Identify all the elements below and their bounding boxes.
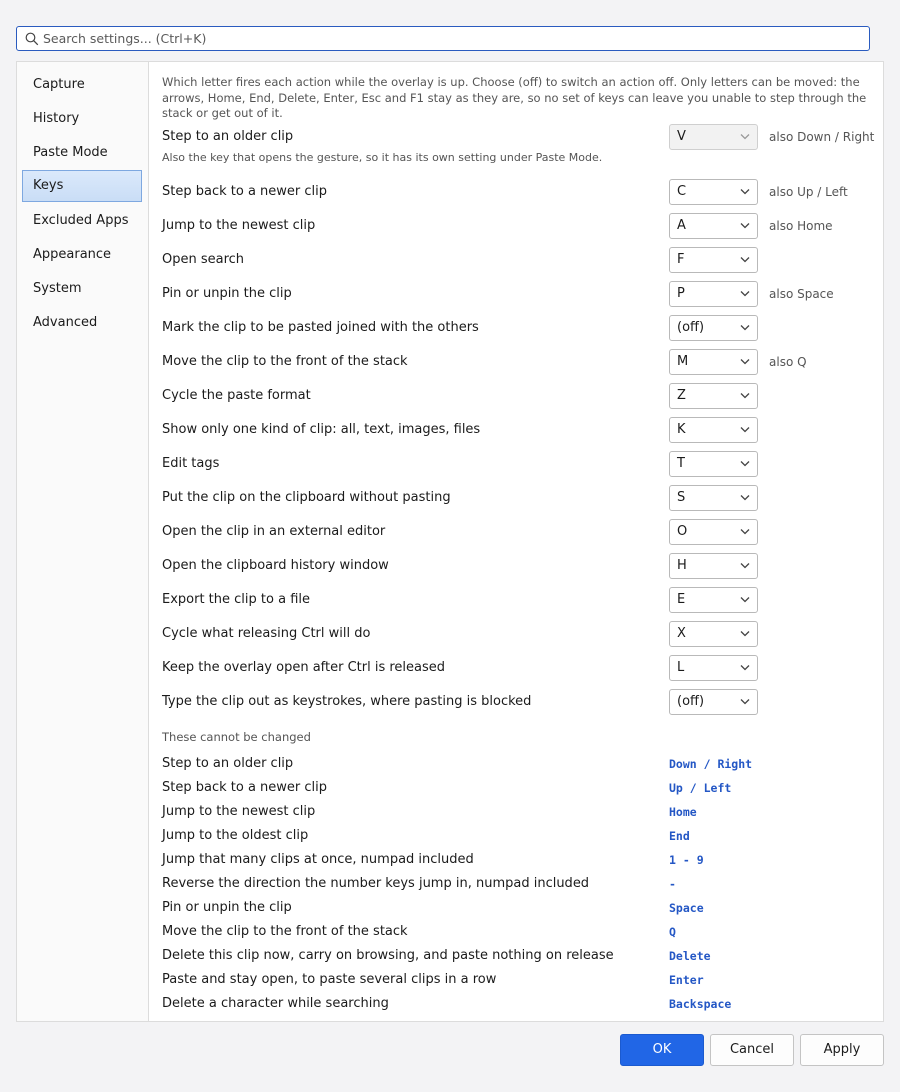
key-select[interactable] xyxy=(669,553,758,579)
search-icon xyxy=(25,32,39,46)
chevron-down-icon xyxy=(740,494,750,501)
fixed-key-label: Step to an older clip xyxy=(162,756,294,771)
fixed-key-value: End xyxy=(669,829,690,843)
key-select[interactable] xyxy=(669,349,758,375)
key-row-label: Jump to the newest clip xyxy=(162,218,316,233)
key-select[interactable] xyxy=(669,124,758,150)
sidebar-item-excluded-apps[interactable]: Excluded Apps xyxy=(33,213,129,228)
key-select[interactable] xyxy=(669,485,758,511)
key-select-value: Z xyxy=(677,388,686,403)
chevron-down-icon xyxy=(740,460,750,467)
fixed-key-label: Jump that many clips at once, numpad included xyxy=(162,852,474,867)
key-row-label: Put the clip on the clipboard without pasting xyxy=(162,490,451,505)
chevron-down-icon xyxy=(740,290,750,297)
apply-button[interactable]: Apply xyxy=(800,1034,884,1066)
fixed-key-value: - xyxy=(669,877,676,891)
fixed-key-label: Delete this clip now, carry on browsing, and paste nothing on release xyxy=(162,948,614,963)
key-select-value: L xyxy=(677,660,685,675)
key-select[interactable] xyxy=(669,383,758,409)
key-row-label: Cycle what releasing Ctrl will do xyxy=(162,626,371,641)
key-select[interactable] xyxy=(669,315,758,341)
search-input[interactable]: Search settings... (Ctrl+K) xyxy=(43,31,207,46)
key-row-label: Edit tags xyxy=(162,456,220,471)
fixed-key-label: Delete a character while searching xyxy=(162,996,389,1011)
also-key-hint: also Q xyxy=(769,355,807,369)
fixed-key-value: Down / Right xyxy=(669,757,753,771)
sidebar-item-advanced[interactable]: Advanced xyxy=(33,315,98,330)
chevron-down-icon xyxy=(740,392,750,399)
key-select[interactable] xyxy=(669,281,758,307)
fixed-key-label: Jump to the oldest clip xyxy=(162,828,309,843)
key-select-value: O xyxy=(677,524,688,539)
key-row-label: Step back to a newer clip xyxy=(162,184,328,199)
settings-panel xyxy=(16,61,884,1022)
key-select[interactable] xyxy=(669,179,758,205)
key-select[interactable] xyxy=(669,655,758,681)
chevron-down-icon xyxy=(740,133,750,140)
key-row-label: Show only one kind of clip: all, text, images, files xyxy=(162,422,481,437)
cancel-button[interactable]: Cancel xyxy=(710,1034,794,1066)
chevron-down-icon xyxy=(740,426,750,433)
fixed-key-value: Home xyxy=(669,805,697,819)
fixed-key-value: Space xyxy=(669,901,704,915)
chevron-down-icon xyxy=(740,630,750,637)
chevron-down-icon xyxy=(740,528,750,535)
also-key-hint: also Down / Right xyxy=(769,130,875,144)
key-select[interactable] xyxy=(669,519,758,545)
sidebar-item-appearance[interactable]: Appearance xyxy=(33,247,112,262)
key-row-label: Open the clip in an external editor xyxy=(162,524,386,539)
sidebar-item-history[interactable]: History xyxy=(33,111,80,126)
ok-button[interactable]: OK xyxy=(620,1034,704,1066)
chevron-down-icon xyxy=(740,358,750,365)
key-select-value: X xyxy=(677,626,686,641)
key-select-value: A xyxy=(677,218,686,233)
key-select-value: V xyxy=(677,129,686,144)
fixed-key-label: Move the clip to the front of the stack xyxy=(162,924,408,939)
chevron-down-icon xyxy=(740,188,750,195)
chevron-down-icon xyxy=(740,664,750,671)
chevron-down-icon xyxy=(740,596,750,603)
key-row-label: Keep the overlay open after Ctrl is released xyxy=(162,660,446,675)
key-select[interactable] xyxy=(669,247,758,273)
fixed-key-value: Enter xyxy=(669,973,704,987)
key-select-value: S xyxy=(677,490,686,505)
key-select[interactable] xyxy=(669,621,758,647)
sidebar xyxy=(17,62,149,1021)
key-row-label: Open search xyxy=(162,252,245,267)
chevron-down-icon xyxy=(740,698,750,705)
fixed-key-value: Delete xyxy=(669,949,711,963)
key-select-value: K xyxy=(677,422,686,437)
also-key-hint: also Space xyxy=(769,287,834,301)
key-select-value: (off) xyxy=(677,694,705,709)
fixed-key-value: Backspace xyxy=(669,997,732,1011)
sidebar-item-paste-mode[interactable]: Paste Mode xyxy=(33,145,108,160)
also-key-hint: also Home xyxy=(769,219,833,233)
chevron-down-icon xyxy=(740,324,750,331)
key-row-label: Move the clip to the front of the stack xyxy=(162,354,408,369)
fixed-key-label: Pin or unpin the clip xyxy=(162,900,292,915)
chevron-down-icon xyxy=(740,256,750,263)
chevron-down-icon xyxy=(740,222,750,229)
key-select-value: M xyxy=(677,354,689,369)
key-select[interactable] xyxy=(669,417,758,443)
key-row-label: Type the clip out as keystrokes, where pasting is blocked xyxy=(162,694,532,709)
fixed-key-label: Paste and stay open, to paste several clips in a row xyxy=(162,972,497,987)
sidebar-item-capture[interactable]: Capture xyxy=(33,77,85,92)
key-row-label: Step to an older clip xyxy=(162,129,294,144)
fixed-key-value: Up / Left xyxy=(669,781,732,795)
key-select-value: T xyxy=(677,456,685,471)
also-key-hint: also Up / Left xyxy=(769,185,848,199)
search-box[interactable] xyxy=(16,26,870,51)
fixed-key-value: Q xyxy=(669,925,676,939)
fixed-key-value: 1 - 9 xyxy=(669,853,704,867)
key-select-value: C xyxy=(677,184,687,199)
key-select-value: H xyxy=(677,558,687,573)
key-row-label: Cycle the paste format xyxy=(162,388,311,403)
key-select-value: (off) xyxy=(677,320,705,335)
key-row-label: Open the clipboard history window xyxy=(162,558,389,573)
key-select-value: E xyxy=(677,592,686,607)
key-row-note: Also the key that opens the gesture, so it has its own setting under Paste Mode. xyxy=(162,151,603,164)
keys-page xyxy=(148,62,883,1021)
key-row-label: Mark the clip to be pasted joined with the others xyxy=(162,320,479,335)
sidebar-item-system[interactable]: System xyxy=(33,281,82,296)
fixed-key-label: Jump to the newest clip xyxy=(162,804,316,819)
fixed-keys-heading: These cannot be changed xyxy=(162,730,311,744)
key-select[interactable] xyxy=(669,689,758,715)
key-select[interactable] xyxy=(669,213,758,239)
key-select-value: P xyxy=(677,286,685,301)
key-select[interactable] xyxy=(669,451,758,477)
key-select-value: F xyxy=(677,252,685,267)
fixed-key-label: Reverse the direction the number keys jump in, numpad included xyxy=(162,876,590,891)
sidebar-item-keys[interactable]: Keys xyxy=(22,170,142,202)
chevron-down-icon xyxy=(740,562,750,569)
key-row-label: Pin or unpin the clip xyxy=(162,286,292,301)
key-row-label: Export the clip to a file xyxy=(162,592,310,607)
keys-intro-text: Which letter fires each action while the overlay is up. Choose (off) to switch an action off. Only letters can be moved: the arrows, Home, End, Delete, Enter, Esc and F1 stay as they are, so no set of keys can leave you unable to step through the stack or get out of it. xyxy=(162,75,867,120)
key-select[interactable] xyxy=(669,587,758,613)
fixed-key-label: Step back to a newer clip xyxy=(162,780,328,795)
